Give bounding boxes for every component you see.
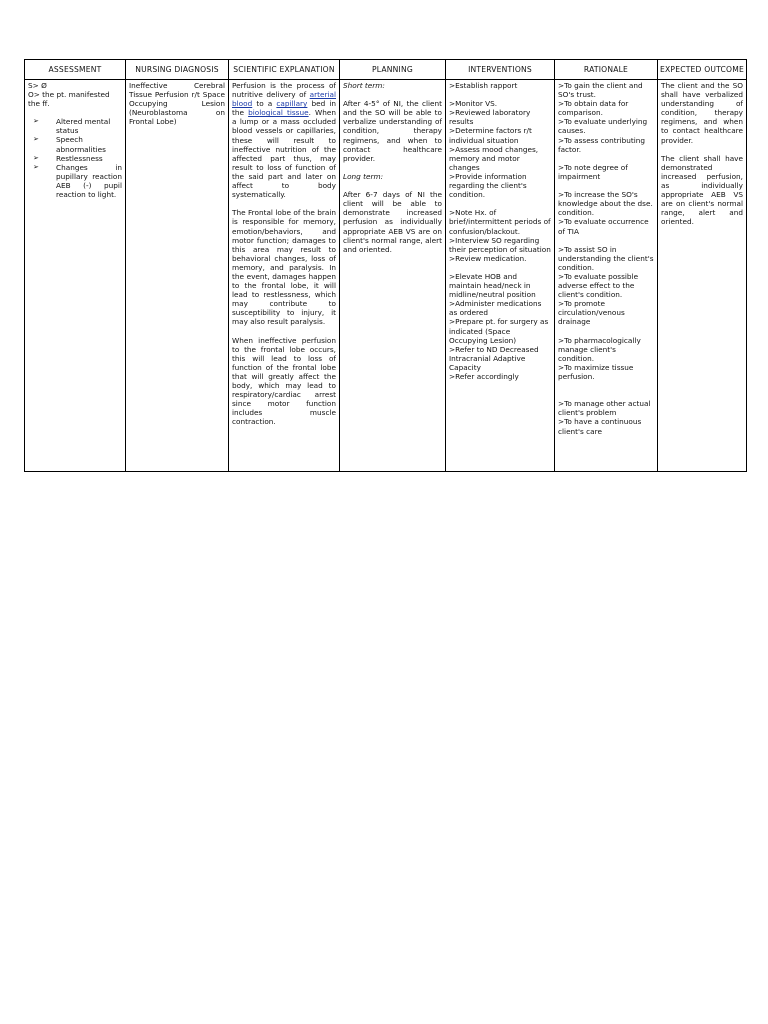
bullet-arrow-icon: ➢ <box>33 117 39 126</box>
interventions-cell <box>446 80 555 472</box>
list-item: ➢ Speech abnormalities <box>33 135 106 154</box>
scientific-cell <box>229 80 340 472</box>
capillary-link[interactable]: capillary <box>276 99 308 109</box>
header-expected-outcome: EXPECTED OUTCOME <box>658 60 747 80</box>
list-item: >Administer medications as ordered <box>449 299 542 318</box>
diagnosis-cell <box>126 80 229 472</box>
list-item: >Refer accordingly <box>449 372 519 381</box>
list-item: >Interview SO regarding their perception of situation <box>449 235 551 254</box>
list-item: >To obtain data for comparison. <box>558 99 629 118</box>
header-planning: PLANNING <box>340 60 446 80</box>
list-item: >Assess mood changes, memory and motor changes <box>449 144 539 172</box>
assessment-cell <box>25 80 126 472</box>
outcome-paragraph-2: The client shall have demonstrated increased perfusion, as individually appropriate AEB VS are on client's normal range, alert and oriented. <box>661 153 743 227</box>
header-interventions: INTERVENTIONS <box>446 60 555 80</box>
bullet-arrow-icon: ➢ <box>33 135 39 144</box>
header-nursing-diagnosis: NURSING DIAGNOSIS <box>126 60 229 80</box>
list-item: >To evaluate underlying causes. <box>558 117 648 136</box>
header-rationale: RATIONALE <box>555 60 658 80</box>
list-item: >To assess contributing factor. <box>558 135 645 154</box>
care-plan-sheet <box>24 59 746 472</box>
list-item: >To gain the client and SO's trust. <box>558 81 643 100</box>
list-item: ➢ Restlessness <box>33 153 103 163</box>
rationale-cell <box>555 80 658 472</box>
list-item: >To note degree of impairment <box>558 162 628 181</box>
explanation-paragraph-1: Perfusion is the process of nutritive delivery of arterial blood to a capillary bed in the biological tissue. When a lump or a mass occluded blood vessels or capillaries, these will result to ineffective nutrition of the affected part thus, may result to loss of function of the said part and later on affect to body systematically. <box>232 81 337 200</box>
list-item: >Reviewed laboratory results <box>449 108 531 127</box>
planning-cell <box>340 80 446 472</box>
table-row <box>25 80 747 472</box>
biological-tissue-link[interactable]: biological tissue <box>248 108 309 118</box>
header-scientific-explanation: SCIENTIFIC EXPLANATION <box>229 60 340 80</box>
list-item: ➢ Changes in pupillary reaction AEB (-) pupil reaction to light. <box>33 162 122 200</box>
list-item: >Review medication. <box>449 253 527 263</box>
list-item: >Provide information regarding the client's condition. <box>449 171 527 200</box>
subjective-data: S> Ø <box>28 81 47 90</box>
list-item: >To manage other actual client's problem <box>558 399 651 418</box>
short-term-goal: After 4-5° of NI, the client and the SO will be able to verbalize understanding of condition, therapy regimens, and when to contact healthcare provider. <box>343 99 442 163</box>
list-item: >Determine factors r/t individual situation <box>449 126 532 145</box>
list-item: >To assist SO in understanding the client's condition. <box>558 244 654 272</box>
list-item: >Monitor VS. <box>449 99 498 109</box>
short-term-label: Short term: <box>343 81 385 90</box>
explanation-paragraph-3: When ineffective perfusion to the frontal lobe occurs, this will lead to loss of function of the frontal lobe that will greatly affect the body, which may lead to respiratory/cardiac arrest since motor function includes muscle contraction. <box>232 335 336 427</box>
header-assessment: ASSESSMENT <box>25 60 126 80</box>
outcome-paragraph-1: The client and the SO shall have verbalized understanding of condition, therapy regimens, and when to contact healthcare provider. <box>661 81 743 145</box>
list-item: >To promote circulation/venous drainage <box>558 299 625 327</box>
list-item: ➢ Altered mental status <box>33 117 111 136</box>
bullet-arrow-icon: ➢ <box>33 153 39 162</box>
list-item: >Elevate HOB and maintain head/neck in midline/neutral position <box>449 271 536 300</box>
long-term-goal: After 6-7 days of NI the client will be able to demonstrate increased perfusion as individually appropriate AEB VS are on client's normal range, alert and oriented. <box>343 190 442 254</box>
list-item: >To increase the SO's knowledge about the dse. condition. <box>558 190 653 218</box>
long-term-label: Long term: <box>343 171 384 181</box>
nursing-care-plan-table <box>24 59 747 472</box>
list-item: >Note Hx. of brief/intermittent periods of confusion/blackout. <box>449 208 551 236</box>
list-item: >Establish rapport <box>449 81 518 90</box>
list-item: >To have a continuous client's care <box>558 417 642 436</box>
explanation-paragraph-2: The Frontal lobe of the brain is responsible for memory, emotion/behaviors, and motor function; damages to this area may result to behavioral changes, loss of memory, and paralysis. In the event, damages happen to the frontal lobe, it will lead to restlessness, which may contribute to susceptibility to injury, it may also result paralysis. <box>232 208 336 327</box>
list-item: >Refer to ND Decreased Intracranial Adaptive Capacity <box>449 344 539 372</box>
diagnosis-text: Ineffective Cerebral Tissue Perfusion r/t Space Occupying Lesion (Neuroblastoma on Frontal Lobe) <box>129 81 225 127</box>
outcome-cell <box>658 80 747 472</box>
list-item: >To maximize tissue perfusion. <box>558 362 634 381</box>
list-item: >To pharmacologically manage client's condition. <box>558 335 641 363</box>
list-item: >Prepare pt. for surgery as indicated (Space Occupying Lesion) <box>449 317 549 345</box>
header-row <box>25 60 747 80</box>
objective-data: O> the pt. manifested the ff. <box>28 90 110 109</box>
list-item: >To evaluate occurrence of TIA <box>558 217 649 236</box>
list-item: >To evaluate possible adverse effect to the client's condition. <box>558 271 639 300</box>
arterial-blood-link[interactable]: arterial blood <box>232 90 336 109</box>
assessment-list <box>28 117 122 199</box>
bullet-arrow-icon: ➢ <box>33 162 39 171</box>
